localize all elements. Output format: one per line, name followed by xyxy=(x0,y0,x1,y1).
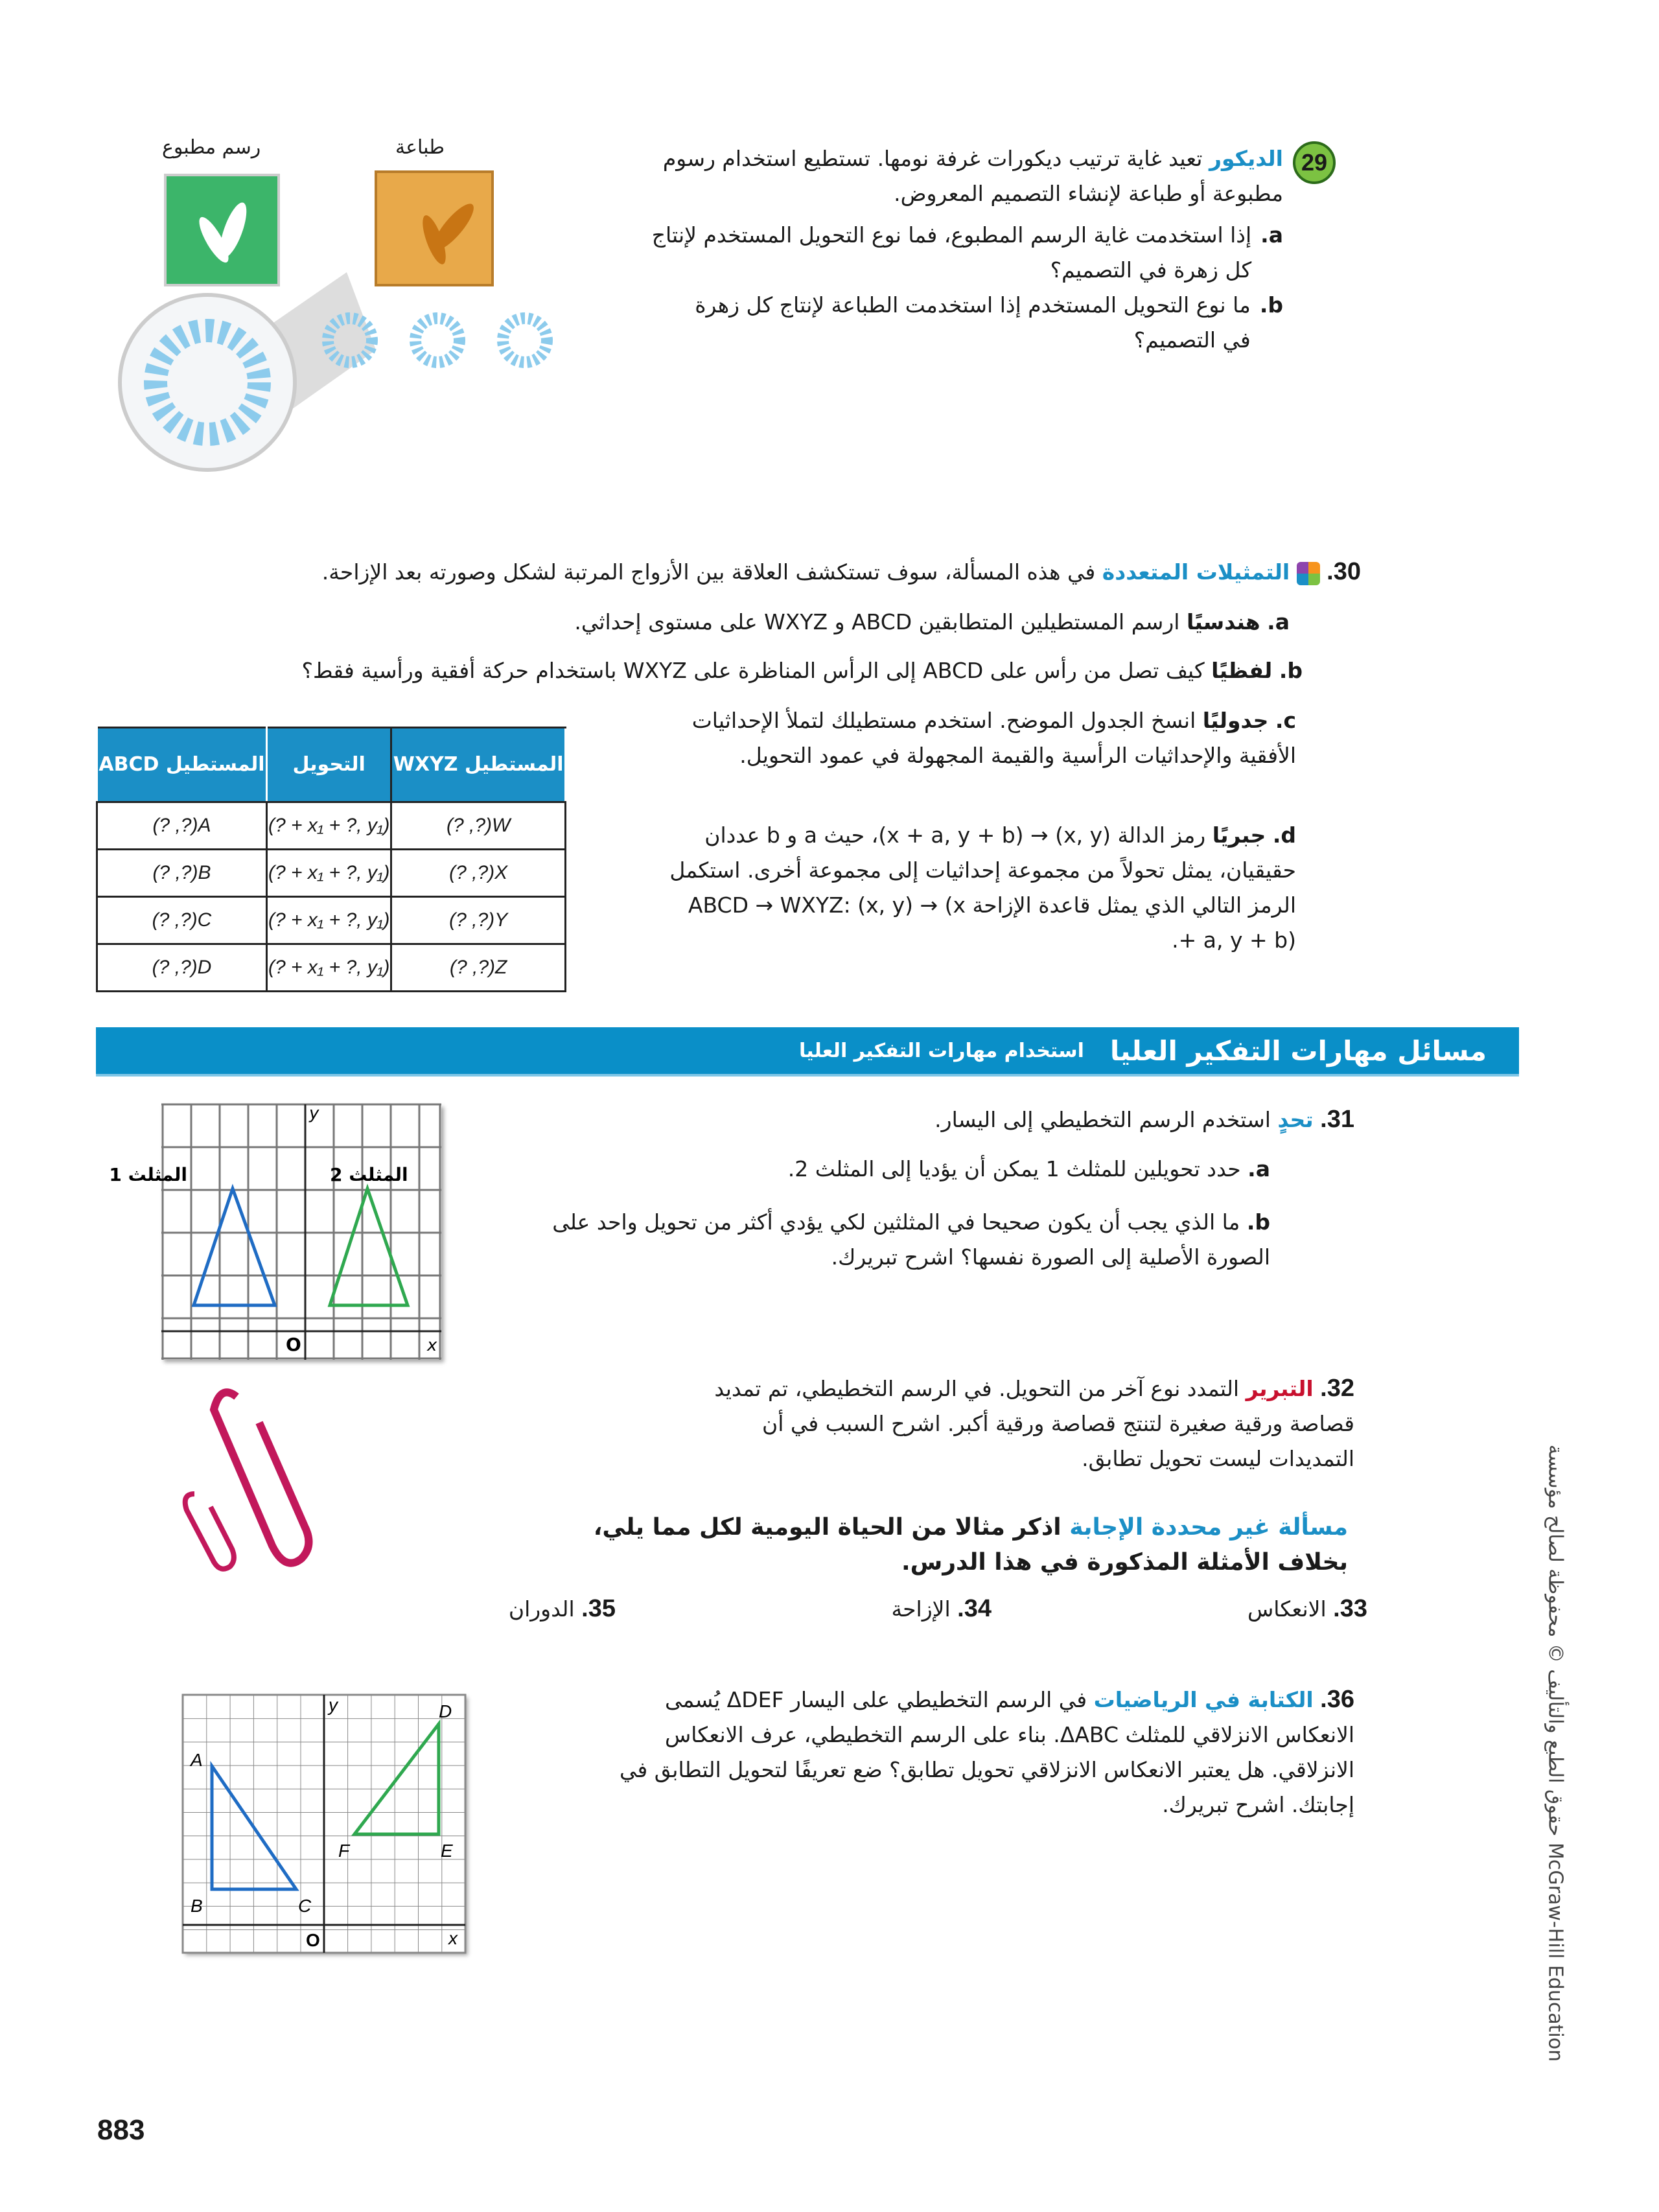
section-subtitle: استخدام مهارات التفكير العليا xyxy=(798,1039,1084,1062)
table-row xyxy=(97,850,566,897)
table-row xyxy=(97,897,566,944)
problem-29-b: ما نوع التحويل المستخدم إذا استخدمت الطباعة لإنتاج كل زهرة في التصميم؟ xyxy=(695,292,1251,353)
part-c-text: انسخ الجدول الموضح. استخدم مستطيلك لتملأ الإحداثيات الأفقية والإحداثيات الرأسية والقيمة المجهولة في عمود التحويل. xyxy=(691,708,1296,768)
part-a-label: a. xyxy=(1260,222,1283,248)
problem-29-intro: تعيد غاية ترتيب ديكورات غرفة نومها. تستطيع استخدام رسوم مطبوعة أو طباعة لإنشاء التصميم المعروض. xyxy=(662,146,1283,206)
print-label: طباعة xyxy=(395,136,445,159)
problem-30-a xyxy=(389,605,1290,640)
flower-stamp-figure xyxy=(110,136,570,473)
section-title: مسائل مهارات التفكير العليا xyxy=(1109,1034,1487,1067)
part-d-title: جبريًا xyxy=(1212,822,1266,848)
cell: (x₁ + ?, y₁ + ?) xyxy=(266,850,391,897)
problem-29-title: الديكور xyxy=(1209,146,1283,171)
problem-32-text: التمدد نوع آخر من التحويل. في الرسم التخطيطي، تم تمديد قصاصة ورقية صغيرة لتنتج قصاصة ورقية أكبر. اشرح السبب في أن التمديدات ليست تحويل تطابق. xyxy=(714,1376,1354,1471)
cell: C(?, ?) xyxy=(97,897,267,944)
part-a-title: هندسيًا xyxy=(1186,609,1260,634)
stamp-label: رسم مطبوع xyxy=(162,136,261,159)
translation-table xyxy=(96,727,566,992)
part-b-title: لفظيًا xyxy=(1211,658,1273,683)
part-b-label: b. xyxy=(1246,1209,1270,1235)
cell: (x₁ + ?, y₁ + ?) xyxy=(266,802,391,850)
part-b-text: كيف تصل من رأس على ABCD إلى الرأس المناظرة على WXYZ باستخدام حركة أفقية ورأسية فقط؟ xyxy=(301,658,1205,683)
header-abcd: المستطيل ABCD xyxy=(97,728,267,802)
problem-30 xyxy=(156,554,1361,590)
cell: Z(?, ?) xyxy=(391,944,566,992)
part-b-label: b. xyxy=(1259,292,1283,318)
triangle-1 xyxy=(194,1189,275,1305)
problem-30-intro: في هذه المسألة، سوف تستكشف العلاقة بين الأزواج المرتبة لشكل وصورته بعد الإزاحة. xyxy=(321,559,1096,585)
origin-label: O xyxy=(306,1930,320,1950)
problem-30-title: التمثيلات المتعددة xyxy=(1102,559,1290,585)
table-row xyxy=(97,944,566,992)
problem-36-title: الكتابة في الرياضيات xyxy=(1093,1687,1314,1712)
section-band xyxy=(96,1027,1519,1077)
vertex-d-label: D xyxy=(439,1701,452,1721)
triangles-graph xyxy=(109,1104,441,1360)
cell: D(?, ?) xyxy=(97,944,267,992)
table-row xyxy=(97,802,566,850)
part-c-label: c. xyxy=(1275,708,1296,733)
problem-33-number: 33. xyxy=(1333,1595,1367,1622)
problem-29-badge: 29 xyxy=(1293,141,1336,184)
y-axis-label: y xyxy=(309,1104,319,1123)
problem-35 xyxy=(454,1591,616,1627)
vertex-a-label: A xyxy=(191,1750,203,1770)
open-ended-problem xyxy=(557,1510,1348,1580)
triangle-1-label: المثلث 1 xyxy=(109,1164,187,1185)
triangle-2-label: المثلث 2 xyxy=(330,1164,408,1185)
part-a-label: a. xyxy=(1267,609,1290,634)
vertex-f-label: F xyxy=(338,1841,350,1861)
problem-30-b xyxy=(130,653,1303,688)
problem-36 xyxy=(616,1682,1354,1822)
problem-29-a: إذا استخدمت غاية الرسم المطبوع، فما نوع التحويل المستخدم لإنتاج كل زهرة في التصميم؟ xyxy=(651,222,1252,283)
problem-32 xyxy=(687,1371,1354,1476)
part-a-text: ارسم المستطيلين المتطابقين ABCD و WXYZ على مستوى إحداثي. xyxy=(574,609,1180,634)
page-number: 883 xyxy=(97,2114,145,2146)
problem-34-label: الإزاحة xyxy=(891,1596,951,1622)
part-d-label: d. xyxy=(1272,822,1296,848)
problem-34-number: 34. xyxy=(957,1595,992,1622)
problem-32-number: 32. xyxy=(1320,1375,1354,1402)
cell: X(?, ?) xyxy=(391,850,566,897)
problem-31-intro: استخدم الرسم التخطيطي إلى اليسار. xyxy=(934,1107,1271,1132)
cell: Y(?, ?) xyxy=(391,897,566,944)
part-a-text: حدد تحويلين للمثلث 1 يمكن أن يؤديا إلى المثلث 2. xyxy=(787,1156,1241,1182)
problem-31-number: 31. xyxy=(1320,1106,1354,1133)
problem-30-c xyxy=(648,703,1296,773)
vertex-e-label: E xyxy=(441,1841,453,1861)
open-ended-text: اذكر مثالا من الحياة اليومية لكل مما يلي، بخلاف الأمثلة المذكورة في هذا الدرس. xyxy=(593,1514,1348,1576)
open-ended-title: مسألة غير محددة الإجابة xyxy=(1069,1514,1348,1541)
cell: (x₁ + ?, y₁ + ?) xyxy=(266,944,391,992)
part-b-label: b. xyxy=(1279,658,1303,683)
cell: W(?, ?) xyxy=(391,802,566,850)
x-axis-label: x xyxy=(427,1336,437,1355)
copyright-notice xyxy=(1536,1426,1575,2080)
problem-32-title: التبرير xyxy=(1246,1376,1314,1401)
glide-reflection-graph xyxy=(183,1695,465,1953)
part-a-label: a. xyxy=(1247,1156,1270,1182)
glide-reflection-graph-svg xyxy=(183,1695,465,1953)
problem-34 xyxy=(713,1591,992,1627)
paper-clip-icon xyxy=(175,1384,331,1578)
decor-illustration xyxy=(110,136,570,473)
problem-36-number: 36. xyxy=(1320,1686,1354,1713)
triangles-graph-svg xyxy=(109,1104,441,1360)
cell: A(?, ?) xyxy=(97,802,267,850)
y-axis-label: y xyxy=(329,1695,338,1715)
problem-31 xyxy=(551,1102,1354,1275)
problem-35-label: الدوران xyxy=(508,1596,575,1622)
problem-29 xyxy=(622,141,1283,358)
problem-33 xyxy=(1102,1591,1367,1627)
x-axis-label: x xyxy=(448,1928,458,1948)
part-c-title: جدوليًا xyxy=(1202,708,1269,733)
problem-35-number: 35. xyxy=(581,1595,616,1622)
copyright-text: حقوق الطبع والتأليف © محفوظة لصالح مؤسسة McGraw-Hill Education xyxy=(1544,1444,1567,2062)
vertex-c-label: C xyxy=(298,1896,312,1916)
origin-label: O xyxy=(286,1334,301,1355)
vertex-b-label: B xyxy=(191,1896,203,1916)
part-d-text: رمز الدالة (x, y) → (x + a, y + b)، حيث a و b عددان حقيقيان، يمثل تحولاً من مجموعة إحداثيات إلى مجموعة أخرى. استكمل الرمز التالي الذي يمثل قاعدة الإزاحة ABCD → WXYZ: (x, y) → (x + a, y + b). xyxy=(669,822,1296,953)
triangle-2 xyxy=(330,1189,408,1305)
multiple-representations-icon xyxy=(1297,562,1320,585)
header-wxyz: المستطيل WXYZ xyxy=(391,728,566,802)
problem-33-label: الانعكاس xyxy=(1247,1596,1327,1622)
problem-30-number: 30. xyxy=(1327,558,1361,585)
problem-30-d xyxy=(667,818,1296,958)
problem-31-title: تحدٍ xyxy=(1277,1107,1314,1132)
header-transform: التحويل xyxy=(266,728,391,802)
cell: (x₁ + ?, y₁ + ?) xyxy=(266,897,391,944)
cell: B(?, ?) xyxy=(97,850,267,897)
part-b-text: ما الذي يجب أن يكون صحيحا في المثلثين لكي يؤدي أكثر من تحويل واحد على الصورة الأصلية إلى الصورة نفسها؟ اشرح تبريرك. xyxy=(552,1209,1270,1270)
problem-36-text: في الرسم التخطيطي على اليسار ΔDEF يُسمى الانعكاس الانزلاقي للمثلث ΔABC. بناء على الرسم التخطيطي، عرف الانعكاس الانزلاقي. هل يعتبر الانعكاس الانزلاقي تحويل تطابق؟ ضع تعريفًا لتحويل التطابق في إجابتك. اشرح تبريرك. xyxy=(619,1687,1354,1817)
